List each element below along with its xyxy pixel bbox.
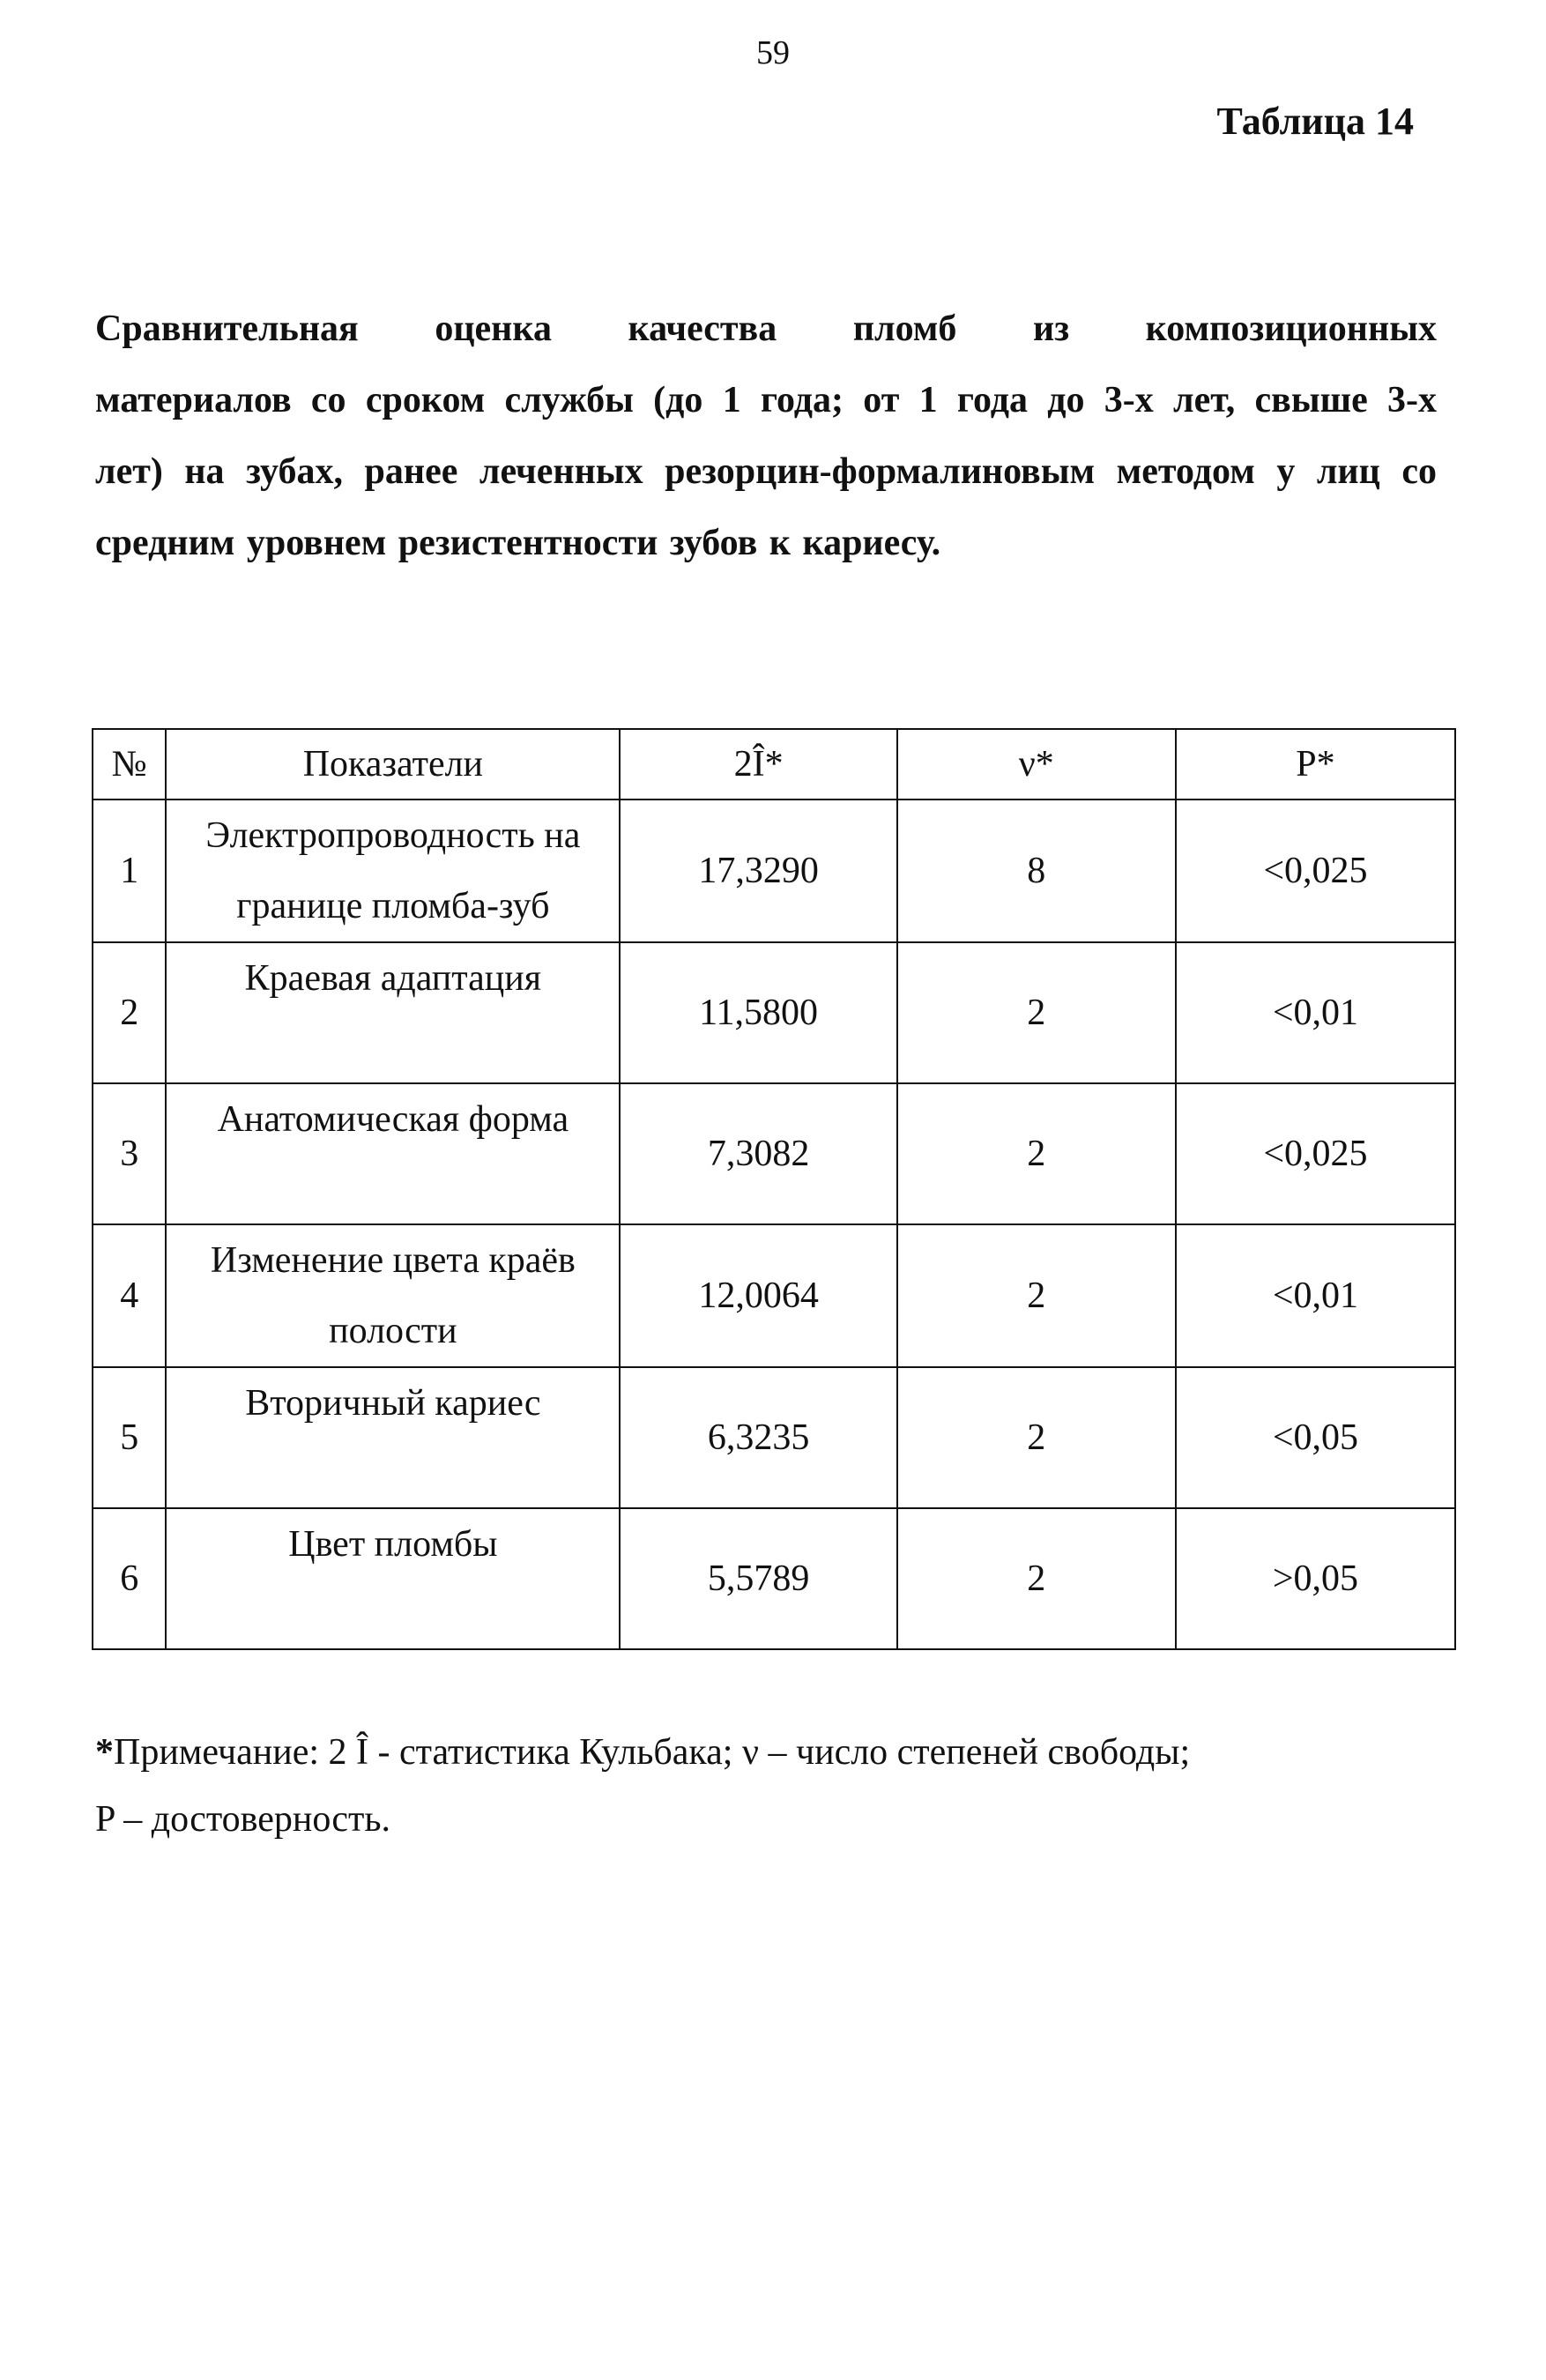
table-row xyxy=(93,1367,1455,1508)
table-header-row xyxy=(93,729,1455,800)
row-statistic: 12,0064 xyxy=(620,1224,896,1367)
table-row xyxy=(93,1508,1455,1649)
row-significance: <0,05 xyxy=(1176,1367,1455,1508)
footnote-text: Примечание: 2 Î - статистика Кульбака; ν – число степеней свободы; xyxy=(114,1732,1191,1773)
row-significance: <0,025 xyxy=(1176,800,1455,942)
footnote-asterisk: * xyxy=(95,1732,114,1773)
indicator-line: Изменение цвета краёв xyxy=(210,1240,576,1281)
indicator-line: Вторичный кариес xyxy=(245,1383,541,1424)
row-significance: <0,01 xyxy=(1176,1224,1455,1367)
indicator-line: Электропроводность на xyxy=(205,815,581,856)
row-number: 5 xyxy=(93,1367,166,1508)
row-indicator xyxy=(166,1367,620,1508)
table-row xyxy=(93,1083,1455,1224)
row-number: 2 xyxy=(93,942,166,1083)
indicator-line: Цвет пломбы xyxy=(288,1524,498,1565)
table-label: Таблица 14 xyxy=(1216,100,1414,143)
row-indicator xyxy=(166,1224,620,1367)
table-row xyxy=(93,800,1455,942)
page-number: 59 xyxy=(756,34,790,71)
header-number: № xyxy=(93,729,166,800)
row-degrees-of-freedom: 2 xyxy=(897,1367,1176,1508)
row-degrees-of-freedom: 2 xyxy=(897,1508,1176,1649)
caption-line: материалов со сроком службы (до 1 года; от 1 года до 3-х лет, свыше 3-х xyxy=(95,380,1437,420)
row-significance: <0,025 xyxy=(1176,1083,1455,1224)
table-row xyxy=(93,942,1455,1083)
row-degrees-of-freedom: 2 xyxy=(897,1224,1176,1367)
table-caption xyxy=(95,294,1437,579)
row-statistic: 6,3235 xyxy=(620,1367,896,1508)
row-indicator xyxy=(166,1083,620,1224)
footnote-line xyxy=(95,1719,1453,1786)
row-significance: <0,01 xyxy=(1176,942,1455,1083)
row-statistic: 7,3082 xyxy=(620,1083,896,1224)
row-indicator xyxy=(166,800,620,942)
row-number: 1 xyxy=(93,800,166,942)
row-number: 3 xyxy=(93,1083,166,1224)
row-degrees-of-freedom: 2 xyxy=(897,1083,1176,1224)
row-degrees-of-freedom: 8 xyxy=(897,800,1176,942)
caption-line: лет) на зубах, ранее леченных резорцин-формалиновым методом у лиц со xyxy=(95,451,1437,492)
caption-line: Сравнительная оценка качества пломб из композиционных xyxy=(95,309,1437,349)
header-degrees-of-freedom: ν* xyxy=(897,729,1176,800)
row-indicator xyxy=(166,942,620,1083)
row-statistic: 5,5789 xyxy=(620,1508,896,1649)
row-statistic: 17,3290 xyxy=(620,800,896,942)
row-number: 4 xyxy=(93,1224,166,1367)
header-significance: P* xyxy=(1176,729,1455,800)
footnote-line: P – достоверность. xyxy=(95,1799,391,1840)
row-number: 6 xyxy=(93,1508,166,1649)
row-degrees-of-freedom: 2 xyxy=(897,942,1176,1083)
indicator-line: Краевая адаптация xyxy=(244,958,542,999)
indicator-line: полости xyxy=(329,1311,457,1351)
indicator-line: Анатомическая форма xyxy=(217,1099,569,1140)
header-statistic: 2Î* xyxy=(620,729,896,800)
caption-line: средним уровнем резистентности зубов к кариесу. xyxy=(95,523,941,563)
indicator-line: границе пломба-зуб xyxy=(236,886,550,926)
header-indicators: Показатели xyxy=(166,729,620,800)
table-row xyxy=(93,1224,1455,1367)
data-table xyxy=(92,728,1456,1650)
row-significance: >0,05 xyxy=(1176,1508,1455,1649)
row-statistic: 11,5800 xyxy=(620,942,896,1083)
row-indicator xyxy=(166,1508,620,1649)
footnote xyxy=(95,1719,1453,1853)
